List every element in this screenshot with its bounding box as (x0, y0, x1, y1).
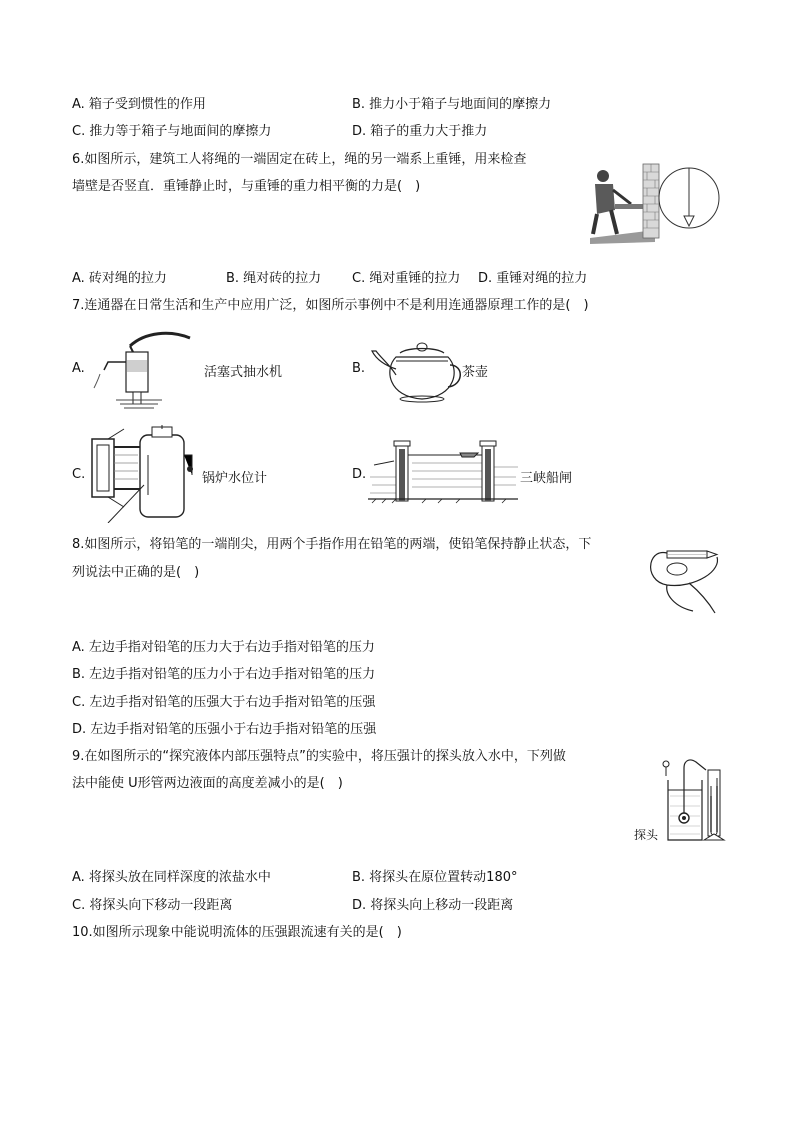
q7-option-b-label: 茶壶 (462, 365, 489, 380)
q6-option-d: D. 重锤对绳的拉力 (478, 271, 588, 286)
q6-plumb-figure (585, 160, 725, 244)
boiler-gauge-figure (88, 425, 198, 523)
q7-stem: 7.连通器在日常生活和生产中应用广泛，如图所示事例中不是利用连通器原理工作的是( ) (72, 298, 589, 313)
q7-option-d-letter: D. (352, 467, 367, 482)
pressure-gauge-figure (660, 756, 726, 846)
q5-option-a: A. 箱子受到惯性的作用 (72, 97, 206, 112)
q8-option-d: D. 左边手指对铅笔的压强小于右边手指对铅笔的压强 (72, 722, 377, 737)
q6-option-a: A. 砖对绳的拉力 (72, 271, 167, 286)
ship-lock-figure (368, 437, 518, 509)
q6-option-b: B. 绳对砖的拉力 (226, 271, 322, 286)
q8-option-b: B. 左边手指对铅笔的压力小于右边手指对铅笔的压力 (72, 667, 376, 682)
q9-stem-line1: 9.在如图所示的“探究液体内部压强特点”的实验中，将压强计的探头放入水中，下列做 (72, 749, 566, 764)
pencil-hand-figure (645, 543, 725, 615)
q9-option-c: C. 将探头向下移动一段距离 (72, 898, 233, 913)
q7-option-a-letter: A. (72, 361, 85, 376)
q9-probe-label: 探头 (634, 828, 659, 842)
q8-option-c: C. 左边手指对铅笔的压强大于右边手指对铅笔的压强 (72, 695, 376, 710)
q6-stem-line2: 墙壁是否竖直．重锤静止时，与重锤的重力相平衡的力是( ) (72, 179, 421, 194)
q10-stem: 10.如图所示现象中能说明流体的压强跟流速有关的是( ) (72, 925, 402, 940)
teapot-figure (370, 339, 464, 403)
q7-option-a-label: 活塞式抽水机 (204, 365, 283, 380)
q7-option-c-letter: C. (72, 467, 86, 482)
q8-option-a: A. 左边手指对铅笔的压力大于右边手指对铅笔的压力 (72, 640, 375, 655)
q7-option-d-label: 三峡船闸 (520, 471, 573, 486)
q6-option-c: C. 绳对重锤的拉力 (352, 271, 461, 286)
q7-option-b-letter: B. (352, 361, 366, 376)
q6-stem-line1: 6.如图所示，建筑工人将绳的一端固定在砖上，绳的另一端系上重锤，用来检查 (72, 152, 527, 167)
q5-option-c: C. 推力等于箱子与地面间的摩擦力 (72, 124, 272, 139)
q8-stem-line1: 8.如图所示，将铅笔的一端削尖，用两个手指作用在铅笔的两端，使铅笔保持静止状态，下 (72, 537, 592, 552)
q9-option-b: B. 将探头在原位置转动180° (352, 870, 518, 885)
q9-option-a: A. 将探头放在同样深度的浓盐水中 (72, 870, 271, 885)
q7-option-c-label: 锅炉水位计 (202, 471, 268, 486)
q9-stem-line2: 法中能使 U形管两边液面的高度差减小的是( ) (72, 776, 343, 791)
q9-option-d: D. 将探头向上移动一段距离 (352, 898, 514, 913)
piston-pump-figure (90, 328, 200, 410)
q8-stem-line2: 列说法中正确的是( ) (72, 565, 200, 580)
q5-option-d: D. 箱子的重力大于推力 (352, 124, 488, 139)
q5-option-b: B. 推力小于箱子与地面间的摩擦力 (352, 97, 552, 112)
